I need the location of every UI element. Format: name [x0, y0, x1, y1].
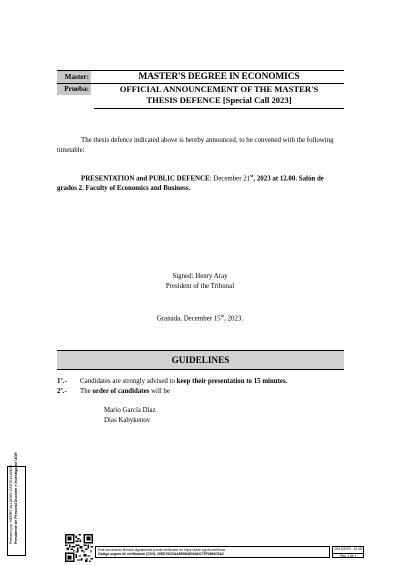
guideline-text-bold: keep their presentation to 15 minutes.	[176, 378, 288, 385]
verification-csv-text: Código seguro de verificación (CSV): 26ED76CDAA8E5B49D9ADC7FF2896CEA2	[98, 552, 224, 556]
master-value: MASTER'S DEGREE IN ECONOMICS	[138, 72, 300, 82]
master-row	[57, 71, 344, 83]
date-line	[100, 311, 300, 324]
signature-line-2: Presidente de Personal Docente e Investigador UGR	[14, 452, 18, 544]
signed-by: Signed: Henry Aray	[172, 273, 228, 280]
presentation-details: , 2023 at 12.00. Salón de grados 2. Faculty of Economics and Business.	[57, 175, 324, 192]
master-label: Master:	[57, 71, 91, 83]
candidate-item: Mario García Díaz	[104, 407, 156, 414]
guidelines-title: GUIDELINES	[57, 350, 344, 370]
signature-text	[9, 452, 19, 544]
intro-paragraph: The thesis defence indicated above is hereby announced, to be convened with the following timetable:	[57, 137, 334, 154]
guideline-text-bold: order of candidates	[92, 388, 150, 395]
digital-signature-box	[7, 452, 26, 556]
presentation-date-prefix: : December 21	[209, 175, 251, 183]
prueba-value: OFFICIAL ANNOUNCEMENT OF THE MASTER'S THESIS DEFENCE [Special Call 2023]	[119, 84, 319, 105]
guideline-text-rest: will be	[149, 388, 171, 395]
guideline-number: 2º.-	[57, 388, 67, 395]
guideline-text	[80, 377, 344, 387]
date-ordinal: th	[220, 313, 225, 318]
header-bottom-rule	[94, 108, 344, 109]
signature-line-1: Firmado por: HENRY ALI ARAY CASTELLANOS	[9, 464, 13, 544]
verification-footer	[95, 546, 330, 558]
prueba-label: Prueba:	[57, 84, 91, 95]
guideline-text-plain: Candidates are strongly advised to	[80, 378, 177, 385]
guideline-text	[80, 387, 344, 397]
guideline-text-plain: The	[80, 388, 93, 395]
prueba-row	[57, 84, 344, 107]
footer-meta-box	[332, 546, 364, 558]
verification-url-text: Este documento firmado digitalmente puede verificarse en https://sede.ugr.es/verifirma/	[98, 547, 226, 552]
presentation-paragraph	[57, 171, 344, 193]
page-number: Pág. 1 de 1	[333, 553, 363, 560]
qr-code-icon	[65, 534, 93, 562]
guideline-number: 1º.-	[57, 378, 67, 385]
signature-date: 15/12/2023 - 12:48	[334, 547, 362, 551]
candidate-item: Dias Kabykenov	[104, 416, 151, 424]
signer-role: President of the Tribunal	[165, 282, 235, 290]
presentation-heading: PRESENTATION and PUBLIC DEFENCE	[81, 175, 210, 183]
signature-block	[100, 272, 300, 291]
candidate-list	[104, 406, 304, 425]
date-suffix: , 2023.	[224, 315, 244, 323]
presentation-date-suffix: st	[250, 173, 254, 178]
date-prefix: Granada, December 15	[156, 315, 221, 323]
